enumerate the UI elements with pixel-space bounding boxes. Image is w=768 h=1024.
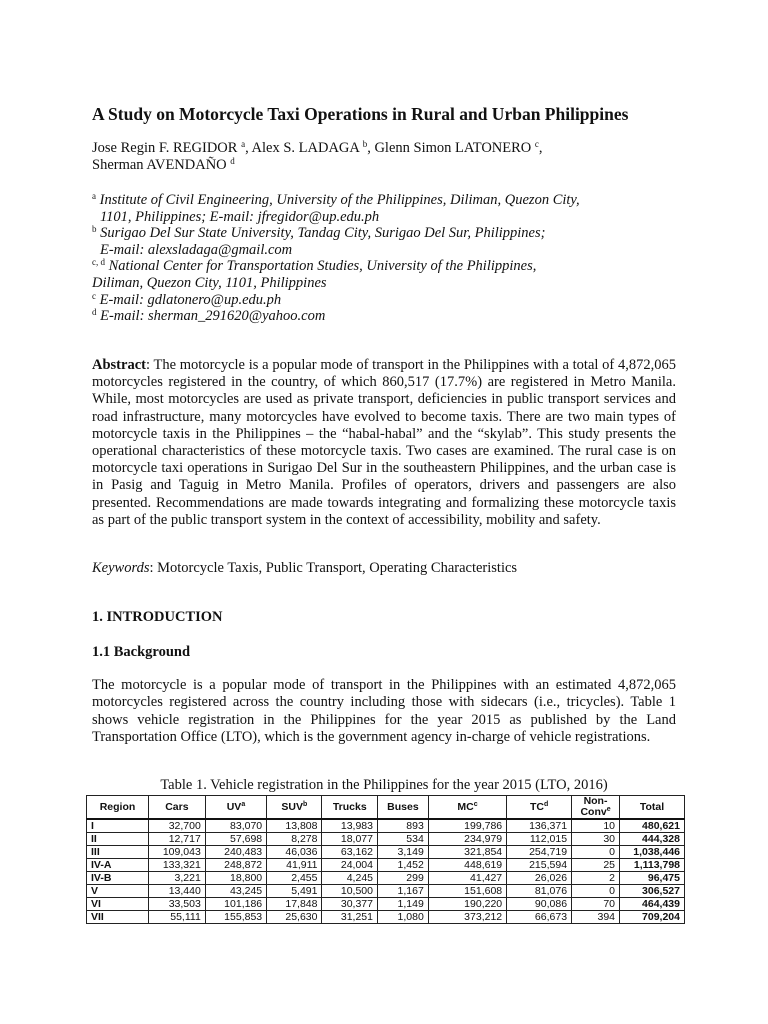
table-row: [87, 859, 685, 872]
affiliation-text: Surigao Del Sur State University, Tandag City, Surigao Del Sur, Philippines;: [100, 225, 546, 242]
affiliation-text: E-mail: sherman_291620@yahoo.com: [100, 308, 326, 325]
affiliation-superscript: b: [92, 224, 97, 235]
total-cell: 709,204: [620, 911, 685, 924]
affiliation-text: Institute of Civil Engineering, University of the Philippines, Diliman, Quezon City,: [99, 192, 580, 208]
affiliation-line: [92, 292, 692, 309]
table-cell: 25,630: [267, 911, 322, 924]
table-cell: 151,608: [428, 885, 506, 898]
table-cell: 155,853: [205, 911, 266, 924]
table-cell: 234,979: [428, 833, 506, 846]
table-cell: 25: [572, 859, 620, 872]
table-caption: Table 1. Vehicle registration in the Philippines for the year 2015 (LTO, 2016): [160, 777, 608, 793]
table-cell: 109,043: [148, 846, 205, 859]
region-cell: V: [87, 885, 149, 898]
table-cell: 4,245: [322, 872, 378, 885]
table-header-cell: [322, 796, 378, 820]
table-cell: 299: [378, 872, 429, 885]
table-header-cell: [378, 796, 429, 820]
table-cell: 199,786: [428, 819, 506, 833]
abstract-label: Abstract: [92, 357, 146, 373]
table-row: [87, 898, 685, 911]
affiliation-list: [92, 192, 692, 325]
table-header-cell: [428, 796, 506, 820]
table-cell: 5,491: [267, 885, 322, 898]
table-cell: 17,848: [267, 898, 322, 911]
table-cell: 2,455: [267, 872, 322, 885]
table-cell: 10,500: [322, 885, 378, 898]
table-header-cell: [507, 796, 572, 820]
total-cell: 96,475: [620, 872, 685, 885]
abstract-text: : The motorcycle is a popular mode of transport in the Philippines with a total of 4,872,065 motorcycles registered in the country, of which 860,517 (17.7%) are registered in Metro Manila. While, most motorcycles are used as private transport, deficiencies in public transport services and road infrastructure, many motorcycles have evolved to become taxis. There are two main types of motorcycle taxis in the Philippines – the “habal-habal” and the “skylab”. This study presents the operational characteristics of these motorcycle taxis. Two cases are examined. The rural case is on motorcycle taxi operations in Surigao Del Sur in the southeastern Philippines, and the urban case is in Pasig and Taguig in Metro Manila. Profiles of operators, drivers and passengers are also presented. Recommendations are made towards integrating and formalizing these motorcycle taxis as part of the public transport system in the context of accessibility, mobility and safety.: [92, 357, 676, 528]
table-body: [87, 819, 685, 924]
affiliation-superscript: c: [92, 290, 96, 301]
table-header-label: SUV: [281, 800, 303, 813]
table-row: [87, 846, 685, 859]
region-cell: IV-A: [87, 859, 149, 872]
table-cell: 3,149: [378, 846, 429, 859]
table-header-label: Trucks: [332, 800, 367, 813]
table-cell: 43,245: [205, 885, 266, 898]
table-cell: 136,371: [507, 819, 572, 833]
table-cell: 1,149: [378, 898, 429, 911]
table-cell: 57,698: [205, 833, 266, 846]
table-cell: 240,483: [205, 846, 266, 859]
table-cell: 101,186: [205, 898, 266, 911]
total-cell: 480,621: [620, 819, 685, 833]
table-header-cell: [87, 796, 149, 820]
affiliation-line: [92, 225, 692, 242]
table-cell: 13,983: [322, 819, 378, 833]
table-header-label: Buses: [387, 800, 419, 813]
table-cell: 13,440: [148, 885, 205, 898]
subsection-heading: 1.1 Background: [92, 644, 191, 660]
total-cell: 444,328: [620, 833, 685, 846]
affiliation-line: E-mail: alexsladaga@gmail.com: [100, 241, 293, 258]
vehicle-registration-table: [86, 795, 685, 924]
affiliation-superscript: a: [92, 191, 96, 201]
table-cell: 66,673: [507, 911, 572, 924]
table-header-superscript: b: [302, 800, 308, 808]
table-cell: 41,427: [428, 872, 506, 885]
table-header-cell: [267, 796, 322, 820]
table-cell: 32,700: [148, 819, 205, 833]
table-cell: 31,251: [322, 911, 378, 924]
table-cell: 534: [378, 833, 429, 846]
table-cell: 70: [572, 898, 620, 911]
affiliation-superscript: c, d: [92, 257, 105, 268]
total-cell: 1,038,446: [620, 846, 685, 859]
table-header-superscript: d: [543, 800, 549, 808]
region-cell: III: [87, 846, 149, 859]
table-header-row: [87, 796, 685, 820]
table-cell: 373,212: [428, 911, 506, 924]
table-cell: 63,162: [322, 846, 378, 859]
table-cell: 0: [572, 846, 620, 859]
keywords: [92, 560, 517, 577]
keywords-label: Keywords: [92, 560, 150, 576]
table-cell: 90,086: [507, 898, 572, 911]
table-cell: 30: [572, 833, 620, 846]
table-cell: 3,221: [148, 872, 205, 885]
region-cell: VII: [87, 911, 149, 924]
table-header-label: TC: [529, 800, 544, 813]
region-cell: VI: [87, 898, 149, 911]
paper-title: A Study on Motorcycle Taxi Operations in Rural and Urban Philippines: [92, 104, 629, 124]
region-cell: IV-B: [87, 872, 149, 885]
author-separator: ,: [538, 140, 543, 156]
table-cell: 215,594: [507, 859, 572, 872]
affiliation-text: National Center for Transportation Studies, University of the Philippines,: [108, 258, 537, 275]
table-cell: 81,076: [507, 885, 572, 898]
table-cell: 321,854: [428, 846, 506, 859]
section-heading: 1. INTRODUCTION: [92, 609, 223, 625]
affiliation-line: [92, 258, 692, 275]
table-cell: 893: [378, 819, 429, 833]
table-cell: 448,619: [428, 859, 506, 872]
author-superscript: d: [230, 156, 235, 166]
table-cell: 26,026: [507, 872, 572, 885]
body-paragraph: The motorcycle is a popular mode of transport in the Philippines with an estimated 4,872,065 motorcycles registered across the country including those with sidecars (i.e., tricycles). Table 1 shows vehicle registration in the Philippines for the year 2015 as published by the Land Transportation Office (LTO), which is the government agency in-charge of vehicle registrations.: [92, 677, 676, 746]
table-cell: 112,015: [507, 833, 572, 846]
table-cell: 1,452: [378, 859, 429, 872]
table-row: [87, 885, 685, 898]
table-cell: 2: [572, 872, 620, 885]
table-cell: 18,077: [322, 833, 378, 846]
table-row: [87, 911, 685, 924]
table-row: [87, 872, 685, 885]
affiliation-line: [92, 192, 692, 209]
table-header-cell: [572, 796, 620, 820]
author-superscript: b: [362, 139, 368, 149]
table-cell: 1,167: [378, 885, 429, 898]
table-cell: 30,377: [322, 898, 378, 911]
table-header-label: Cars: [165, 800, 189, 813]
table-cell: 254,719: [507, 846, 572, 859]
table-cell: 55,111: [148, 911, 205, 924]
table-cell: 1,080: [378, 911, 429, 924]
table-cell: 24,004: [322, 859, 378, 872]
table-cell: 0: [572, 885, 620, 898]
author-name: Sherman AVENDAÑO: [92, 157, 227, 173]
table-header-label: MC: [457, 800, 474, 813]
keywords-text: : Motorcycle Taxis, Public Transport, Operating Characteristics: [149, 560, 518, 576]
table-header-superscript: e: [606, 806, 611, 813]
table-cell: 41,911: [267, 859, 322, 872]
table-header-label: Region: [99, 800, 136, 813]
table-header-label: UV: [226, 800, 242, 813]
table-cell: 12,717: [148, 833, 205, 846]
total-cell: 464,439: [620, 898, 685, 911]
table-header-label: Total: [639, 800, 665, 813]
total-cell: 306,527: [620, 885, 685, 898]
table-cell: 8,278: [267, 833, 322, 846]
table-cell: 33,503: [148, 898, 205, 911]
table-row: [87, 833, 685, 846]
affiliation-line: Diliman, Quezon City, 1101, Philippines: [92, 274, 327, 291]
table-cell: 394: [572, 911, 620, 924]
table-cell: 133,321: [148, 859, 205, 872]
affiliation-superscript: d: [92, 307, 97, 318]
affiliation-text: E-mail: gdlatonero@up.edu.ph: [99, 291, 282, 308]
table-cell: 10: [572, 819, 620, 833]
author-name: , Alex S. LADAGA: [245, 140, 360, 156]
author-superscript: c: [534, 139, 539, 149]
table-cell: 18,800: [205, 872, 266, 885]
table-header-cell: [148, 796, 205, 820]
affiliation-line: [92, 308, 692, 325]
table-cell: 13,808: [267, 819, 322, 833]
table-header-superscript: a: [241, 800, 246, 808]
table-cell: 248,872: [205, 859, 266, 872]
affiliation-line: 1101, Philippines; E-mail: jfregidor@up.edu.ph: [100, 208, 380, 225]
table-header-cell: [205, 796, 266, 820]
author-name: , Glenn Simon LATONERO: [367, 140, 532, 156]
table-cell: 190,220: [428, 898, 506, 911]
author-list: [92, 140, 692, 174]
table-header-superscript: c: [473, 800, 478, 808]
region-cell: I: [87, 819, 149, 833]
region-cell: II: [87, 833, 149, 846]
table-header-cell: [620, 796, 685, 820]
table-header-label: Non-Conv: [580, 795, 608, 818]
table-row: [87, 819, 685, 833]
total-cell: 1,113,798: [620, 859, 685, 872]
author-name: Jose Regin F. REGIDOR: [92, 140, 238, 156]
abstract: [92, 357, 676, 529]
author-superscript: a: [241, 139, 246, 149]
table-cell: 46,036: [267, 846, 322, 859]
table-cell: 83,070: [205, 819, 266, 833]
